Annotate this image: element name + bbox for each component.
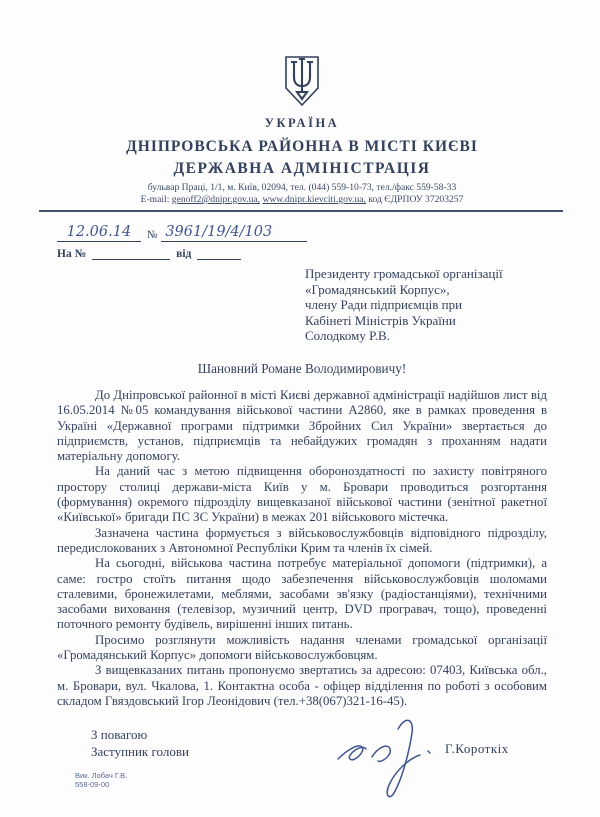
website-address: www.dnipr.kievciti.gov.ua, [262, 194, 366, 205]
handwritten-date: 12.06.14 [66, 224, 132, 240]
body-paragraph: З вищевказаних питань пропонуємо звертатись за адресою: 07403, Київська обл., м. Бровари, вул. Чкалова, 1. Контактна особа - офіцер відділення по роботі з особовим складом Гвяздовський Ігор Леонідович (тел.+38(067)321-16-45). [57, 663, 547, 708]
recipient-block [305, 266, 547, 344]
number-blank-line [161, 223, 307, 242]
recipient-line: Кабінеті Міністрів України [305, 312, 456, 328]
organization-name-line1: ДНІПРОВСЬКА РАЙОННА В МІСТІ КИЄВІ [126, 138, 478, 155]
recipient-line: Президенту громадської організації [305, 266, 503, 281]
ukraine-trident-emblem-icon [283, 55, 321, 114]
reply-prefix-label: На № [57, 248, 87, 260]
recipient-line: «Громадянський Корпус», [305, 281, 450, 297]
signer-name: Г.Короткіх [445, 741, 509, 757]
signer-position: Заступник голови [91, 743, 189, 759]
reply-from-label: від [176, 248, 192, 260]
outgoing-number-row [57, 220, 307, 242]
date-blank-line [57, 223, 141, 242]
body-paragraph: Просимо розглянути можливість надання членами громадської організації «Громадянський Корпус» допомоги військовослужбовцям. [57, 632, 547, 663]
executor-phone: 558-09-00 [75, 780, 110, 790]
country-name: УКРАЇНА [264, 116, 340, 130]
organization-name-line2: ДЕРЖАВНА АДМІНІСТРАЦІЯ [173, 160, 431, 177]
executor-note [75, 771, 127, 789]
organization-contacts [57, 194, 547, 205]
body-paragraph: На сьогодні, військова частина потребує матеріальної допомоги (підтримки), а саме: гостро стоїть питання щодо забезпечення військовослужбовців шоломами сталевими, бронежилетами, меблями, засобами зв'язку (радіостанціями), технічними засобами виховання (телевізор, музичний центр, DVD програвач, тощо), проведенні поточного ремонту будівель, вирішенні інших питань. [57, 556, 547, 632]
edrpou-code: код ЄДРПОУ 37203257 [368, 194, 464, 205]
body-paragraph: Зазначена частина формується з військовослужбовців відповідного підрозділу, передислокованих з Автономної Республіки Крим та членів їх сімей. [57, 525, 547, 555]
letterhead [57, 55, 547, 212]
email-address: genoff2@dnipr.gov.ua, [171, 194, 261, 205]
handwritten-signature-icon [332, 713, 442, 809]
recipient-line: члену Ради підприємців при [305, 297, 463, 313]
closing-regards: З повагою [91, 727, 148, 743]
organization-address: бульвар Праці, 1/1, м. Київ, 02094, тел. (044) 559-10-73, тел./факс 559-58-33 [147, 182, 457, 193]
letterhead-divider [39, 210, 563, 212]
reference-block [57, 220, 307, 260]
handwritten-number: 3961/19/4/103 [165, 224, 273, 240]
number-sign: № [146, 229, 158, 241]
salutation: Шановний Романе Володимировичу! [197, 360, 407, 376]
executor-name: Вик. Лобач Г.В. [75, 771, 128, 781]
letter-body [57, 388, 547, 709]
reply-reference-row [57, 245, 307, 260]
recipient-line: Солодкому Р.В. [305, 328, 390, 344]
reply-number-blank [92, 259, 170, 260]
email-label: E-mail: [140, 194, 170, 205]
body-paragraph: До Дніпровської районної в місті Києві державної адміністрації надійшов лист від 16.05.2014 №05 командування військової частини А2860, яке в рамках проведення в Україні «Державної програми підтримки Збройних Сил України» звертається до підприємств, установ, підприємців та небайдужих громадян з проханням надати матеріальну допомогу. [57, 387, 547, 464]
closing-block [57, 727, 547, 817]
body-paragraph: На даний час з метою підвищення обороноздатності по захисту повітряного простору столиці держави-міста Київ у м. Бровари проводиться розгортання (формування) окремого підрозділу вищевказаної військової частини (зенітної ракетної «Київської» бригади ПС ЗС України) в межах 201 військового містечка. [57, 464, 547, 525]
reply-date-blank [197, 259, 241, 260]
